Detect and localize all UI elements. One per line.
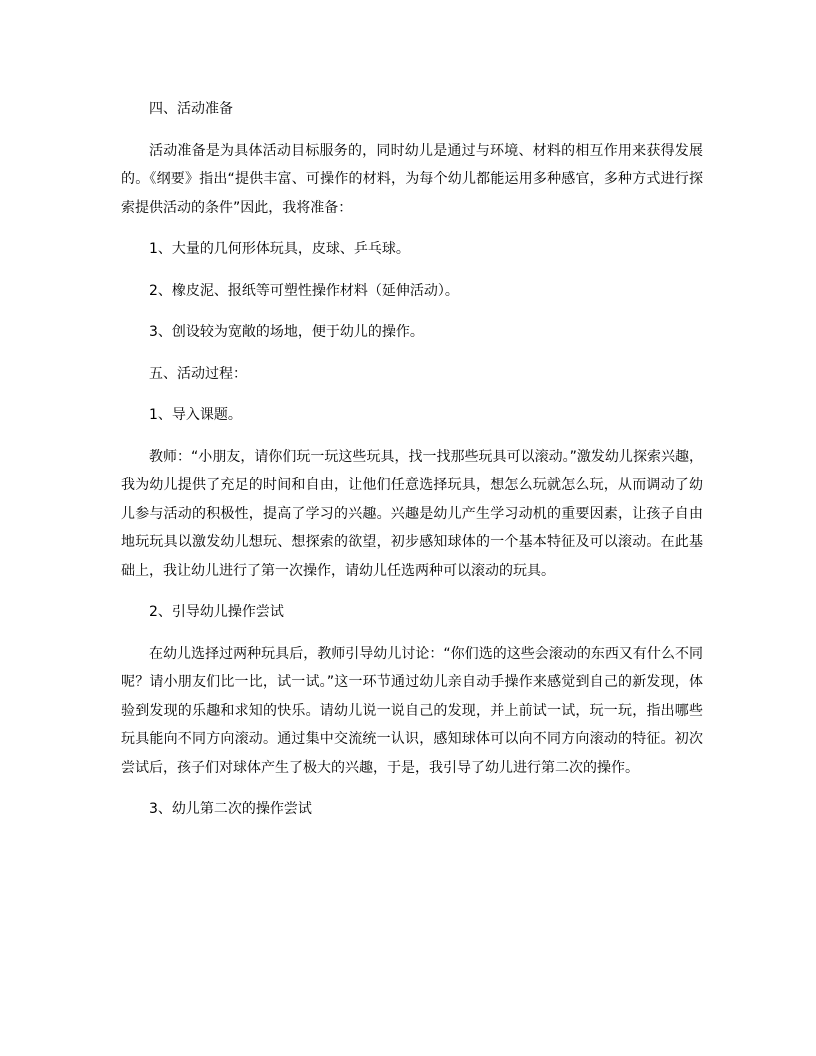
section-heading-process: 五、活动过程： bbox=[149, 365, 247, 382]
process-step-1-heading: 1、导入课题。 bbox=[149, 407, 242, 423]
document-body bbox=[121, 95, 703, 824]
process-step-2-paragraph: 在幼儿选择过两种玩具后，教师引导幼儿讨论：“你们选的这些会滚动的东西又有什么不同呢？请小朋友们比一比，试一试。”这一环节通过幼儿亲自动手操作来感觉到自己的新发现，体验到发现的乐趣和求知的快乐。请幼儿说一说自己的发现，并上前试一试，玩一玩，指出哪些玩具能向不同方向滚动。通过集中交流统一认识，感知球体可以向不同方向滚动的特征。初次尝试后，孩子们对球体产生了极大的兴趣，于是，我引导了幼儿进行第二次的操作。 bbox=[121, 645, 703, 776]
process-step-1-paragraph: 教师：“小朋友，请你们玩一玩这些玩具，找一找那些玩具可以滚动。”激发幼儿探索兴趣，我为幼儿提供了充足的时间和自由，让他们任意选择玩具，想怎么玩就怎么玩，从而调动了幼儿参与活动的积极性，提高了学习的兴趣。兴趣是幼儿产生学习动机的重要因素，让孩子自由地玩玩具以激发幼儿想玩、想探索的欲望，初步感知球体的一个基本特征及可以滚动。在此基础上，我让幼儿进行了第一次操作，请幼儿任选两种可以滚动的玩具。 bbox=[121, 448, 703, 579]
preparation-item-1: 1、大量的几何形体玩具，皮球、乒乓球。 bbox=[149, 241, 410, 257]
section-heading-preparation: 四、活动准备 bbox=[149, 101, 233, 117]
preparation-intro-paragraph: 活动准备是为具体活动目标服务的，同时幼儿是通过与环境、材料的相互作用来获得发展的。《纲要》指出“提供丰富、可操作的材料，为每个幼儿都能运用多种感官，多种方式进行探索提供活动的条件”因此，我将准备： bbox=[121, 142, 703, 216]
process-step-3-heading: 3、幼儿第二次的操作尝试 bbox=[149, 801, 312, 817]
preparation-item-3: 3、创设较为宽敞的场地，便于幼儿的操作。 bbox=[149, 324, 424, 340]
preparation-item-2: 2、橡皮泥、报纸等可塑性操作材料（延伸活动）。 bbox=[149, 282, 459, 299]
process-step-2-heading: 2、引导幼儿操作尝试 bbox=[149, 604, 284, 620]
